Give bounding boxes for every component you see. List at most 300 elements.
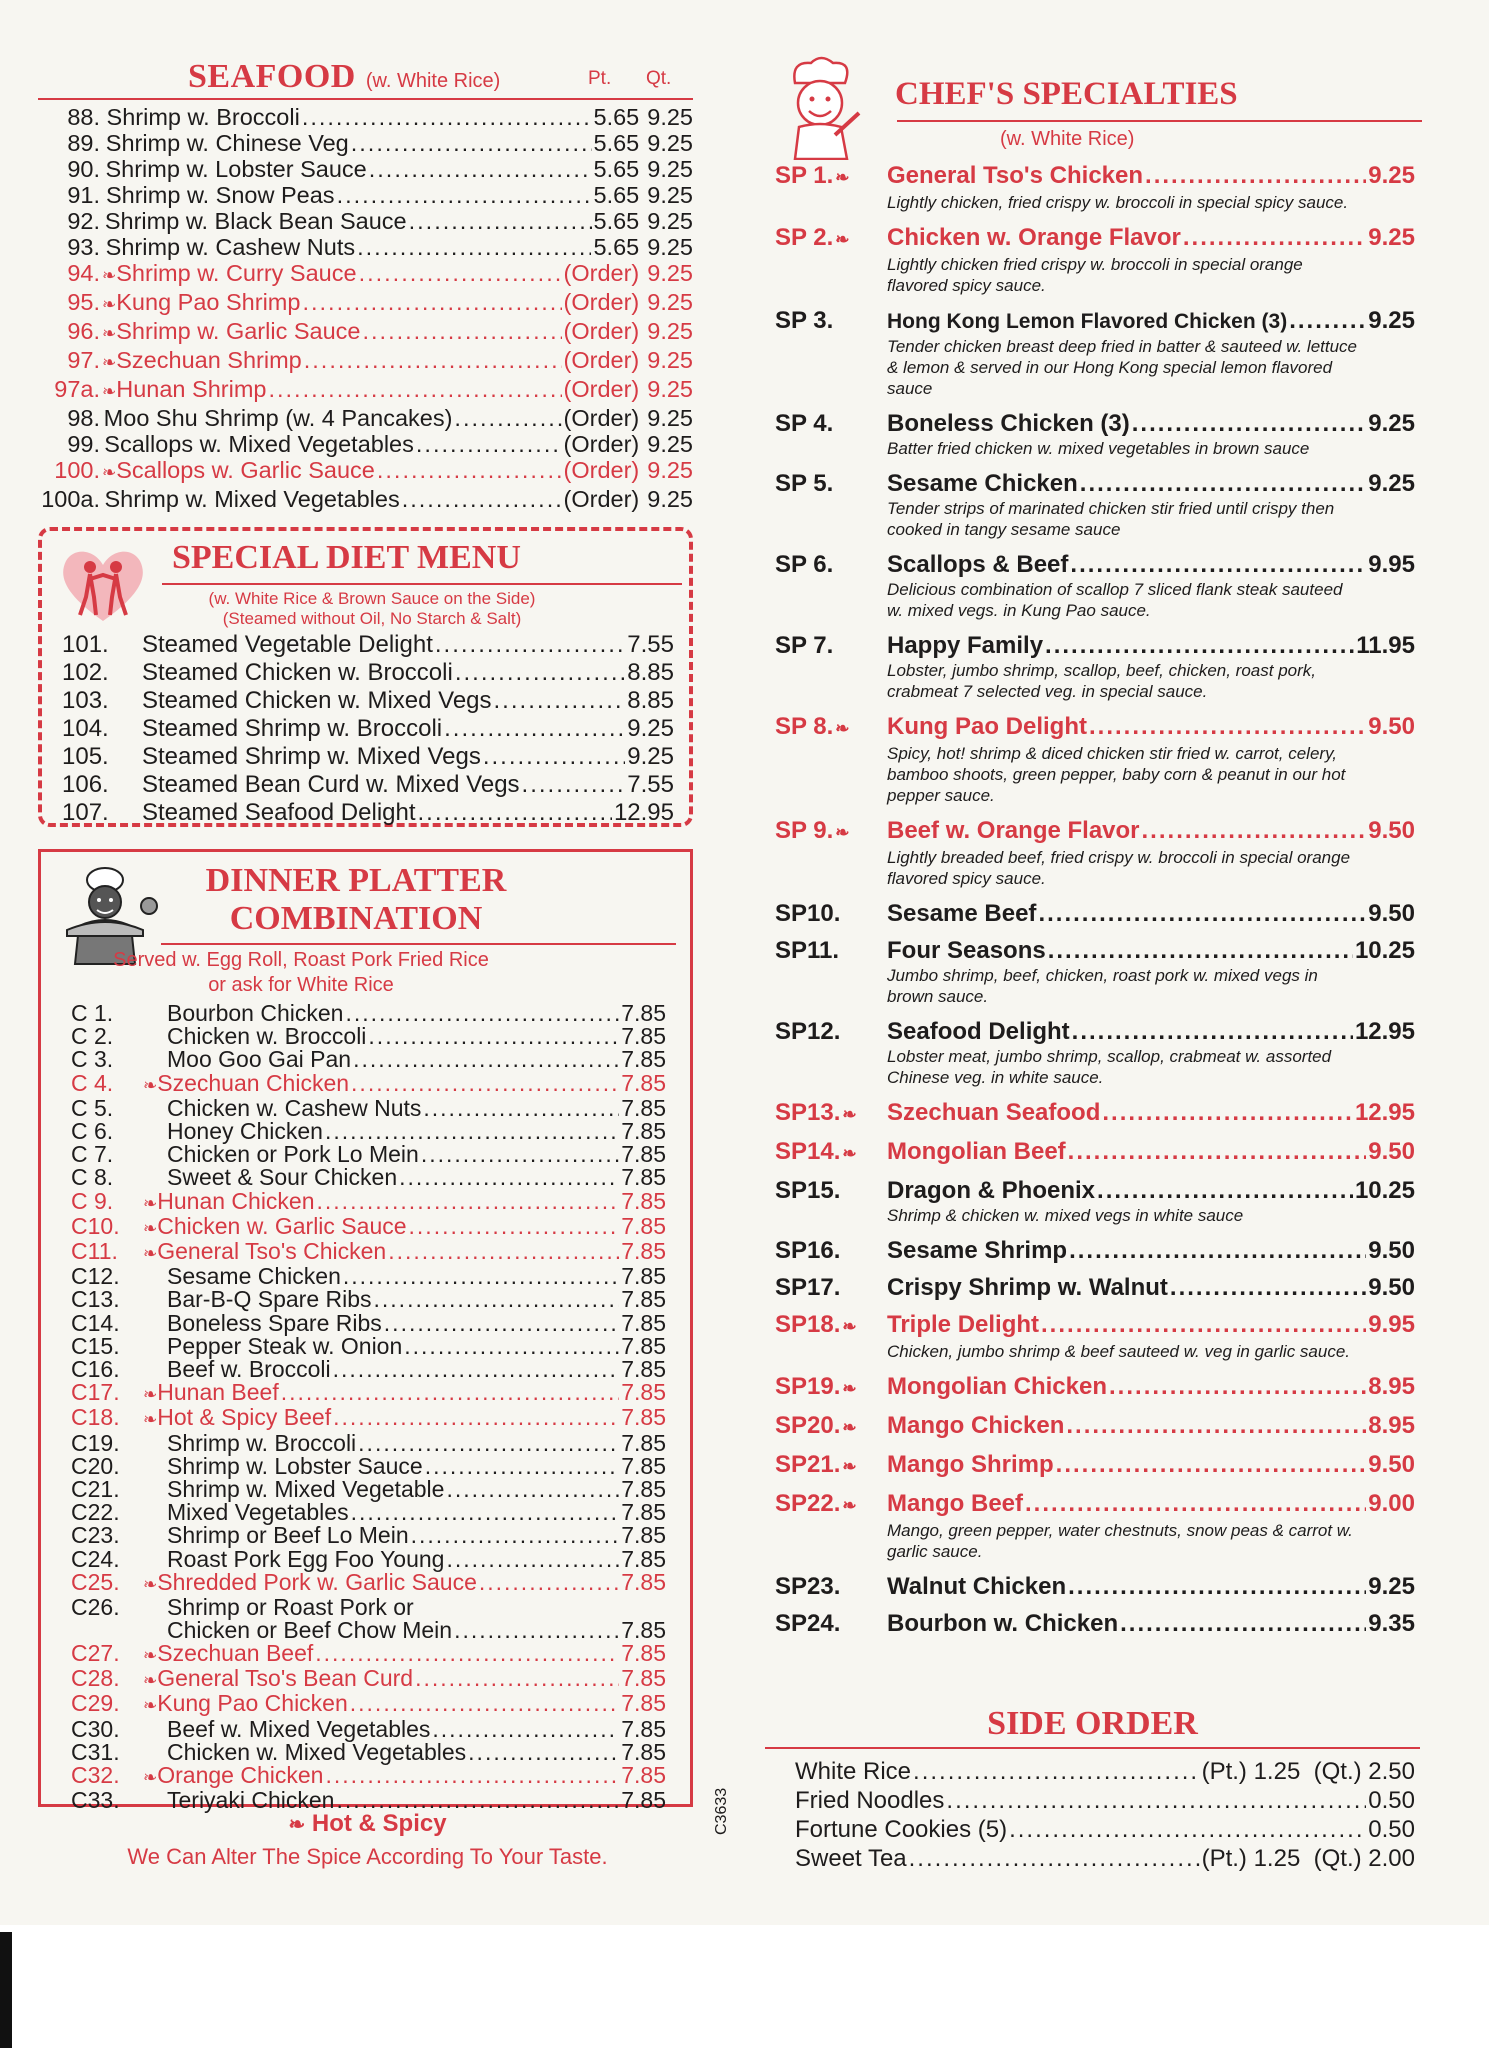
side-item [795,1757,1415,1786]
menu-item [71,1381,666,1406]
side-order-title: SIDE ORDER [987,1705,1198,1742]
specialty-number [775,1274,887,1302]
leader-dots [1089,713,1366,741]
item-name: Shrimp w. Snow Peas [105,182,335,208]
specialty-name: Walnut Chicken [887,1573,1067,1600]
item-line [71,1596,666,1619]
item-price: 9.25 [627,715,674,742]
item-number: 93. [67,234,100,260]
hot-spicy-legend [40,1810,695,1838]
specialty-description: Lightly chicken fried crispy w. broccoli in special orange flavored spicy sauce. [887,255,1303,295]
specialty-line [775,1177,1415,1205]
specialty-number [775,713,887,743]
item-number: 97a. [54,376,100,402]
item-line [71,1642,666,1667]
item-number: 102. [62,659,109,686]
menu-item [71,1048,666,1071]
scan-edge-bar [0,1932,12,2048]
item-number: C20. [71,1452,120,1479]
side-item [795,1786,1415,1815]
item-number: C 3. [71,1046,114,1073]
specialty-line [775,224,1415,254]
leader-dots [415,1667,619,1690]
leader-dots [425,1455,620,1478]
specialty-line [775,937,1415,965]
item-line [71,1187,666,1215]
hot-pepper-icon: ❧ [143,1075,158,1095]
item-number: C 7. [71,1141,114,1168]
item-price: 7.85 [621,1476,666,1503]
item-price: 9.25 [627,743,674,770]
item-price: 7.85 [621,1404,666,1431]
leader-dots [1097,1177,1353,1205]
item-name: Orange Chicken [157,1762,324,1789]
item-price: 7.85 [621,1023,666,1050]
diet-subtitle-line2: (Steamed without Oil, No Starch & Salt) [222,609,522,628]
menu-item [38,318,693,347]
specialty-line [775,1311,1415,1341]
item-name: Szechuan Chicken [157,1069,350,1096]
specialty-name: Crispy Shrimp w. Walnut [887,1274,1168,1301]
menu-item [71,1545,666,1572]
item-name: White Rice [795,1758,912,1785]
specialty-item [775,1610,1415,1638]
item-name: Steamed Vegetable Delight [142,631,433,658]
leader-dots [411,1524,620,1547]
item-price: 7.85 [621,1069,666,1096]
specialty-price: 10.25 [1354,937,1415,964]
seafood-subtitle: (w. White Rice) [365,70,501,92]
item-name: Chicken or Pork Lo Mein [167,1141,419,1168]
specialty-name: Sesame Beef [887,900,1037,927]
item-number: 92. [67,208,100,234]
leader-dots [435,631,625,659]
quart-price: 9.25 [647,156,693,182]
hot-pepper-icon: ❧ [842,1496,857,1515]
item-name: Sweet & Sour Chicken [167,1164,398,1191]
specialty-description: Jumbo shrimp, beef, chicken, roast pork w. mixed vegs in brown sauce. [887,966,1318,1006]
leader-dots [362,318,561,344]
leader-dots [1120,1610,1366,1638]
item-number: C31. [71,1738,120,1765]
specialty-item [775,470,1415,540]
item-price: 7.85 [621,1787,666,1814]
leader-dots [304,347,562,373]
specialty-number [775,1451,887,1481]
specialty-number [775,162,887,192]
specialty-price: 9.50 [1368,713,1415,740]
leader-dots [409,208,592,234]
pint-price: (Order) [563,318,640,344]
leader-dots [359,260,562,286]
item-price: 7.85 [621,1356,666,1383]
item-name: Shrimp or Roast Pork or [167,1594,414,1621]
dinner-subtitle-line2: or ask for White Rice [208,974,394,996]
specialty-number [775,1237,887,1265]
leader-dots [1109,1373,1366,1401]
hot-pepper-icon: ❧ [835,168,850,187]
leader-dots [454,405,561,431]
leader-dots [302,289,561,315]
leader-dots [317,1190,620,1213]
leader-dots [369,156,592,182]
item-price: 7.85 [621,1286,666,1313]
specialty-price: 10.25 [1354,1177,1415,1204]
pint-price: 5.65 [593,130,640,156]
item-number: 98. [67,405,100,431]
item-name: Sweet Tea [795,1845,907,1872]
leader-dots [909,1844,1200,1873]
specialty-name: Mango Shrimp [887,1451,1054,1478]
seafood-section [38,58,693,512]
specialty-line [775,410,1415,438]
leader-dots [1068,1573,1366,1601]
item-price: 7.85 [621,1715,666,1742]
item-number: C11. [71,1238,118,1265]
specialty-line [775,900,1415,928]
item-name: Boneless Spare Ribs [167,1309,382,1336]
item-price: 7.85 [621,1238,666,1265]
item-name: Steamed Seafood Delight [142,799,416,826]
menu-item [62,743,674,771]
item-line [71,1715,666,1742]
specialty-name: Dragon & Phoenix [887,1177,1096,1204]
specialty-name: Sesame Shrimp [887,1237,1068,1264]
leader-dots [1066,1412,1366,1440]
menu-item [71,1265,666,1288]
item-number: SP18. [775,1311,841,1338]
special-diet-subtitle [172,589,572,629]
item-number: C26. [71,1594,120,1621]
item-number: 94. [67,260,100,286]
leader-dots [946,1786,1366,1815]
item-number: 97. [67,347,100,373]
hot-pepper-icon: ❧ [143,1646,158,1666]
item-name: Beef w. Mixed Vegetables [167,1715,431,1742]
leader-dots [1072,1018,1353,1046]
leader-dots [333,1406,619,1429]
item-price: 7.85 [621,1094,666,1121]
specialty-item [775,1490,1415,1562]
hot-pepper-icon: ❧ [102,353,117,372]
item-number: SP 9. [775,817,834,844]
specialty-number [775,1018,887,1046]
pint-price: 5.65 [593,156,640,182]
item-number: SP 2. [775,224,834,251]
specialty-price: 8.95 [1368,1412,1415,1439]
specialty-price: 12.95 [1354,1018,1415,1045]
item-number: C25. [71,1568,120,1595]
specialty-item [775,1018,1415,1088]
item-line [71,1332,666,1359]
item-name: Chicken w. Mixed Vegetables [167,1738,467,1765]
leader-dots [1009,1815,1366,1844]
item-number: SP12. [775,1018,841,1045]
item-number: C30. [71,1715,120,1742]
specialty-description: Lightly chicken, fried crispy w. broccoli in special spicy sauce. [887,193,1349,212]
item-number: C 6. [71,1118,114,1145]
specialty-item [775,1177,1415,1226]
quart-price: 9.25 [647,431,693,457]
pint-price: (Order) [563,376,640,402]
item-name: Chicken w. Broccoli [167,1023,367,1050]
leader-dots [409,1215,620,1238]
hot-pepper-icon: ❧ [842,1105,857,1124]
item-name: Shrimp w. Broccoli [167,1429,357,1456]
item-price: 7.85 [621,1309,666,1336]
item-number: SP24. [775,1610,841,1637]
hot-pepper-icon: ❧ [143,1193,158,1213]
specialty-line [775,1490,1415,1520]
specialty-description: Mango, green pepper, water chestnuts, snow peas & carrot w. garlic sauce. [887,1521,1353,1561]
item-line [71,1545,666,1572]
item-name: Shrimp w. Mixed Vegetable [167,1476,445,1503]
item-number: SP 7. [775,632,834,659]
specialty-item [775,224,1415,296]
seafood-header [38,58,693,100]
item-line [71,1143,666,1166]
menu-item [38,234,693,260]
item-line [71,1166,666,1189]
item-line [71,1094,666,1121]
menu-item [71,1358,666,1381]
item-line [71,1478,666,1501]
item-line [71,1406,666,1431]
item-number: C22. [71,1499,120,1526]
item-name: Mixed Vegetables [167,1499,349,1526]
hot-pepper-icon: ❧ [835,823,850,842]
heart-couple-icon [56,545,151,625]
menu-item [71,1120,666,1143]
menu-item [38,208,693,234]
leader-dots [325,1764,619,1787]
specialty-line [775,1138,1415,1168]
menu-item [71,1429,666,1456]
leader-dots [454,1619,619,1642]
specialty-line [775,632,1415,660]
specialty-number [775,224,887,254]
leader-dots [374,1288,620,1311]
item-name: Fried Noodles [795,1787,945,1814]
item-number: C32. [71,1762,120,1789]
leader-dots [455,659,625,687]
item-name: General Tso's Chicken [157,1238,387,1265]
menu-item [62,687,674,715]
item-number: SP 6. [775,551,834,578]
item-price: 7.85 [621,1379,666,1406]
item-line [71,1692,666,1717]
specialty-name: Mango Chicken [887,1412,1065,1439]
leader-dots [446,1548,619,1571]
pint-price: (Order) [563,347,640,373]
specialty-price: 9.50 [1368,1451,1415,1478]
menu-item [38,104,693,130]
item-price: 7.85 [621,1665,666,1692]
menu-item [71,1212,666,1240]
menu-item [71,1596,666,1642]
leader-dots [315,1642,619,1665]
item-number: 101. [62,631,109,658]
pint-price: (Order) [563,260,640,286]
hot-pepper-icon: ❧ [102,324,117,343]
item-price: 7.85 [621,1118,666,1145]
pint-price: 5.65 [593,182,640,208]
specialty-price: 9.95 [1368,551,1415,578]
menu-item [71,1738,666,1765]
specialty-description: Lobster, jumbo shrimp, scallop, beef, chicken, roast pork, crabmeat 7 selected veg. in special sauce. [887,661,1316,701]
item-name: Bar-B-Q Spare Ribs [167,1286,372,1313]
pint-price: 5.65 [593,234,640,260]
item-line [71,1429,666,1456]
specialty-line [775,1018,1415,1046]
specialty-name: Szechuan Seafood [887,1099,1101,1126]
hot-pepper-icon: ❧ [143,1768,158,1788]
menu-item [71,1667,666,1692]
specialty-price: 9.50 [1368,1237,1415,1264]
spice-note [40,1810,695,1870]
specialty-price: 9.25 [1368,224,1415,251]
leader-dots [353,1048,619,1071]
specialty-line [775,470,1415,498]
item-number: C15. [71,1332,120,1359]
specialty-name: Sesame Chicken [887,470,1078,497]
dinner-title-line1: DINNER PLATTER [205,862,507,899]
item-price: 7.55 [627,771,674,798]
menu-item [62,659,674,687]
menu-item [71,1568,666,1596]
specialty-item [775,1573,1415,1601]
specialty-price: 9.50 [1368,900,1415,927]
specialty-item [775,1412,1415,1442]
pint-price: (Order) [563,405,640,431]
specialty-description: Shrimp & chicken w. mixed vegs in white sauce [887,1206,1244,1225]
leader-dots [1025,1490,1366,1518]
item-name: Fortune Cookies (5) [795,1816,1008,1843]
specialty-item [775,1311,1415,1362]
leader-dots [357,234,591,260]
leader-dots [1142,817,1367,845]
menu-item [71,1094,666,1121]
specialty-line [775,307,1415,336]
leader-dots [483,743,625,771]
leader-dots [423,1097,619,1120]
menu-item [71,1642,666,1667]
hot-pepper-icon: ❧ [842,1379,857,1398]
leader-dots [913,1757,1200,1786]
item-line [71,1738,666,1765]
item-number: SP11. [775,937,840,964]
seafood-title: SEAFOOD [188,58,356,95]
pint-price: (Order) [563,431,640,457]
menu-item [38,431,693,457]
specialty-name: Boneless Chicken (3) [887,410,1130,437]
specialty-item [775,410,1415,459]
item-line [71,1358,666,1381]
specialty-price: 11.95 [1356,632,1415,659]
quart-price: 9.25 [647,318,693,344]
menu-item [62,715,674,743]
item-name: Shrimp w. Lobster Sauce [167,1452,423,1479]
leader-dots [351,1072,619,1095]
specialty-item [775,817,1415,889]
specialty-number [775,900,887,928]
leader-dots [446,1478,619,1501]
leader-dots [343,1265,619,1288]
menu-item [38,457,693,486]
specialty-number [775,307,887,335]
item-number: C16. [71,1356,120,1383]
specialty-name: Triple Delight [887,1311,1040,1338]
chef-title-rule [897,120,1422,122]
specialty-description: Lightly breaded beef, fried crispy w. broccoli in special orange flavored spicy sauce. [887,848,1351,888]
menu-code: C3633 [713,1787,730,1835]
specialty-number [775,1373,887,1403]
item-number: 90. [67,156,100,182]
specialty-line [775,1412,1415,1442]
quart-price: 9.25 [647,104,693,130]
specialty-price: 9.25 [1368,410,1415,437]
item-name: Shredded Pork w. Garlic Sauce [157,1568,477,1595]
item-price: 0.50 [1368,1787,1415,1814]
item-price: 7.85 [621,1617,666,1644]
item-number: SP17. [775,1274,841,1301]
hot-pepper-icon: ❧ [288,1814,306,1836]
quart-price: 9.25 [647,405,693,431]
item-number: 106. [62,771,109,798]
pint-price: (Order) [563,486,640,512]
item-number: 103. [62,687,109,714]
leader-dots [416,431,562,457]
item-line [71,1764,666,1789]
item-name: General Tso's Bean Curd [157,1665,414,1692]
item-number: C 9. [71,1187,114,1214]
hot-pepper-icon: ❧ [102,382,117,401]
menu-item [71,1764,666,1789]
item-name: Beef w. Broccoli [167,1356,331,1383]
diet-title-rule [162,583,682,585]
specialty-name: Scallops & Beef [887,551,1069,578]
item-number: C21. [71,1476,120,1503]
specialty-price: 9.25 [1368,307,1415,334]
specialty-item [775,307,1415,399]
item-line [71,1212,666,1240]
specialty-price: 9.50 [1368,1138,1415,1165]
item-line [71,1265,666,1288]
specialty-description: Spicy, hot! shrimp & diced chicken stir fried w. carrot, celery, bamboo shoots, green pepper, baby corn & peanut in our hot pepper sauce. [887,744,1346,805]
specialty-item [775,1237,1415,1265]
item-name: Szechuan Beef [157,1640,314,1667]
leader-dots [1048,937,1353,965]
specialty-number [775,1490,887,1520]
item-name: Szechuan Shrimp [116,347,302,373]
leader-dots [1045,632,1354,660]
item-number: SP23. [775,1573,841,1600]
diet-subtitle-line1: (w. White Rice & Brown Sauce on the Side) [208,589,536,608]
item-price: 7.85 [621,1164,666,1191]
specialty-price: 9.25 [1368,1573,1415,1600]
specialty-description: Delicious combination of scallop 7 sliced flank steak sauteed w. mixed vegs. in Kung Pao sauce. [887,580,1343,620]
specialty-number [775,1311,887,1341]
specialty-price: 9.35 [1368,1610,1415,1637]
item-price: 0.50 [1368,1816,1415,1843]
specialty-line [775,162,1415,192]
item-name: Scallops w. Mixed Vegetables [104,431,414,457]
item-number: 105. [62,743,109,770]
item-line [71,1002,666,1025]
item-number: C 1. [71,1000,114,1026]
side-item [795,1844,1415,1873]
item-price: 7.85 [621,1568,666,1595]
